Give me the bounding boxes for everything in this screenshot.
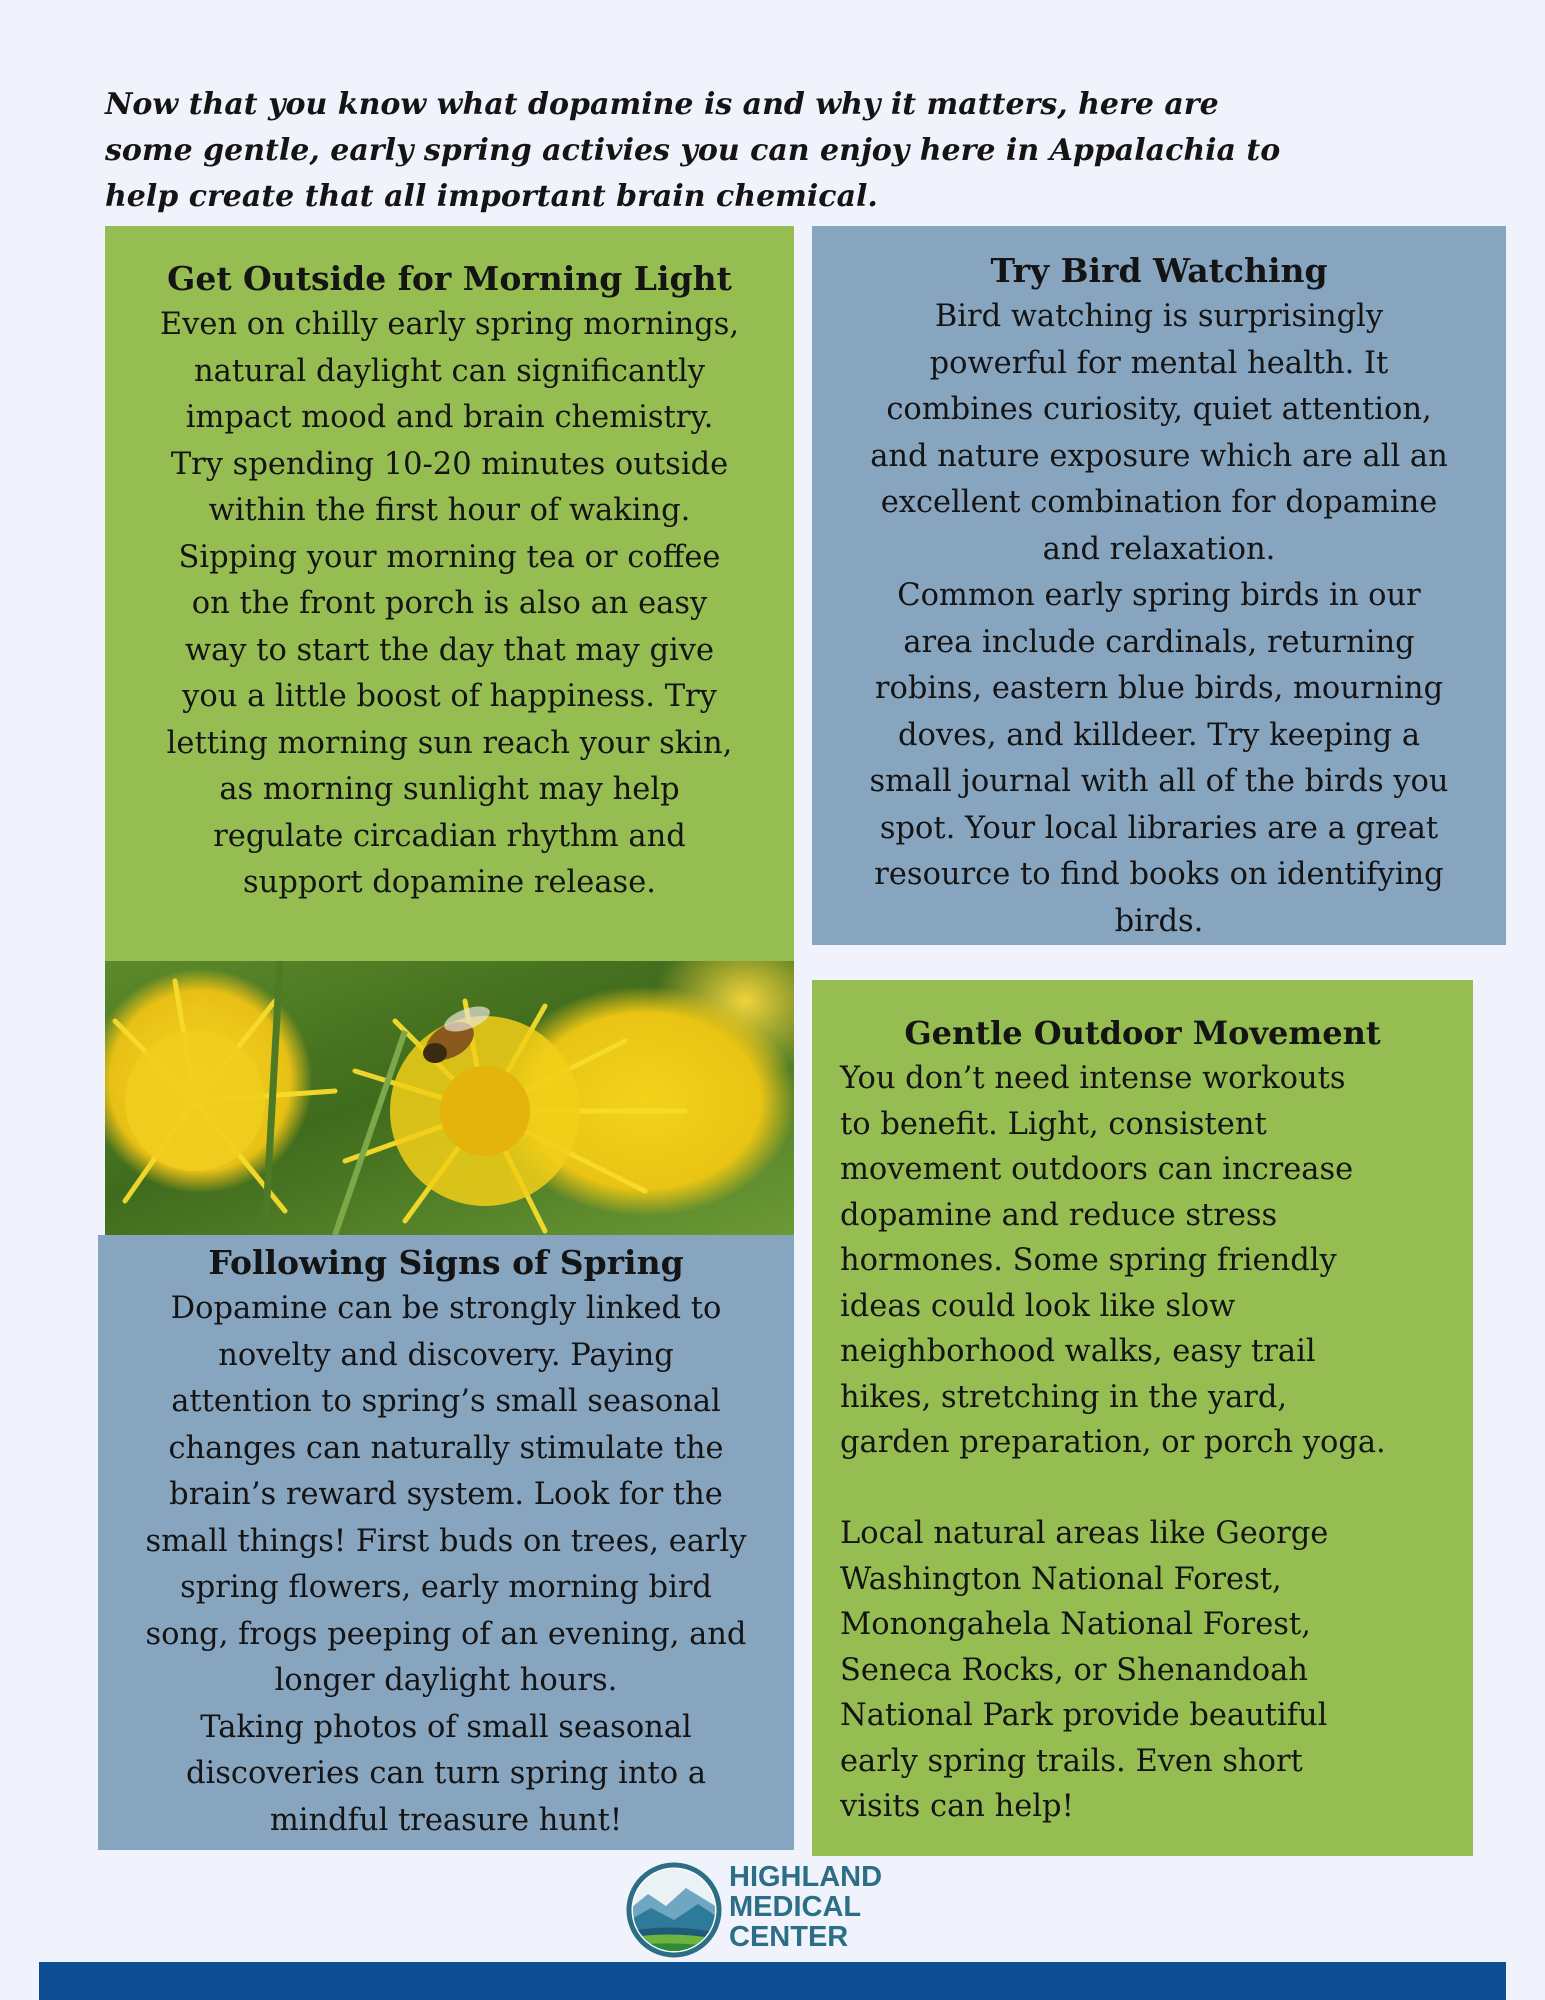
bird-watching-line: Bird watching is surprisingly bbox=[934, 299, 1384, 334]
morning-light-line: Even on chilly early spring mornings, bbox=[159, 307, 740, 342]
outdoor-movement-line: hormones. Some spring friendly bbox=[840, 1243, 1337, 1278]
bird-watching-line: birds. bbox=[1114, 903, 1204, 939]
morning-light-line: as morning sunlight may help bbox=[219, 772, 680, 807]
footer-bar bbox=[39, 1962, 1506, 2000]
signs-of-spring-line: Taking photos of small seasonal bbox=[200, 1709, 692, 1745]
signs-of-spring-line: song, frogs peeping of an evening, and bbox=[145, 1616, 747, 1652]
outdoor-movement-line: neighborhood walks, easy trail bbox=[840, 1334, 1316, 1369]
intro-text bbox=[105, 82, 1405, 220]
signs-of-spring-panel bbox=[98, 1235, 794, 1850]
morning-light-title: Get Outside for Morning Light bbox=[167, 259, 732, 298]
morning-light-line: letting morning sun reach your skin, bbox=[166, 725, 733, 761]
outdoor-movement-line: Washington National Forest, bbox=[840, 1561, 1282, 1597]
outdoor-movement-line: garden preparation, or porch yoga. bbox=[840, 1425, 1386, 1460]
outdoor-movement-line: Local natural areas like George bbox=[840, 1516, 1329, 1551]
outdoor-movement-line: early spring trails. Even short bbox=[840, 1743, 1303, 1779]
signs-of-spring-line: changes can naturally stimulate the bbox=[168, 1430, 724, 1466]
dandelion-illustration bbox=[105, 961, 794, 1235]
signs-of-spring-line: novelty and discovery. Paying bbox=[218, 1337, 674, 1373]
bird-watching-panel bbox=[812, 226, 1506, 945]
signs-of-spring-line: discoveries can turn spring into a bbox=[185, 1756, 707, 1791]
dandelion-bee-photo bbox=[105, 961, 794, 1235]
signs-of-spring-title: Following Signs of Spring bbox=[208, 1243, 684, 1282]
outdoor-movement-line: National Park provide beautiful bbox=[840, 1698, 1328, 1733]
signs-of-spring-line: small things! First buds on trees, early bbox=[145, 1523, 747, 1559]
bird-watching-line: resource to find books on identifying bbox=[874, 857, 1444, 892]
logo-line: MEDICAL bbox=[729, 1891, 862, 1923]
signs-of-spring-line: attention to spring’s small seasonal bbox=[171, 1384, 721, 1419]
signs-of-spring-line: Dopamine can be strongly linked to bbox=[170, 1291, 722, 1326]
signs-of-spring-line: spring flowers, early morning bird bbox=[180, 1570, 712, 1605]
signs-of-spring-line: longer daylight hours. bbox=[274, 1663, 618, 1698]
morning-light-line: natural daylight can significantly bbox=[194, 353, 705, 389]
bird-watching-line: Common early spring birds in our bbox=[897, 578, 1421, 613]
intro-line: help create that all important brain chemical. bbox=[105, 179, 878, 214]
morning-light-line: support dopamine release. bbox=[243, 865, 656, 900]
morning-light-panel bbox=[105, 226, 794, 961]
outdoor-movement-line: ideas could look like slow bbox=[840, 1288, 1236, 1324]
morning-light-line: within the first hour of waking. bbox=[208, 493, 691, 528]
bird-watching-line: combines curiosity, quiet attention, bbox=[886, 392, 1432, 427]
morning-light-line: impact mood and brain chemistry. bbox=[185, 400, 714, 435]
bird-watching-line: and relaxation. bbox=[1042, 531, 1276, 567]
signs-of-spring-line: mindful treasure hunt! bbox=[269, 1802, 623, 1838]
bird-watching-line: excellent combination for dopamine bbox=[880, 485, 1438, 520]
bird-watching-line: spot. Your local libraries are a great bbox=[879, 810, 1439, 846]
outdoor-movement-line: dopamine and reduce stress bbox=[840, 1197, 1278, 1233]
logo-line: HIGHLAND bbox=[729, 1861, 883, 1893]
morning-light-line: way to start the day that may give bbox=[184, 632, 715, 668]
mountain-logo-icon bbox=[626, 1862, 722, 1958]
logo-text bbox=[729, 1862, 882, 1952]
intro-line: some gentle, early spring activies you can enjoy here in Appalachia to bbox=[105, 133, 1281, 168]
morning-light-line: you a little boost of happiness. Try bbox=[182, 679, 717, 714]
paragraph-gap bbox=[840, 1466, 1445, 1512]
bird-watching-title: Try Bird Watching bbox=[990, 251, 1328, 290]
outdoor-movement-line: Seneca Rocks, or Shenandoah bbox=[840, 1652, 1308, 1688]
bird-watching-line: doves, and killdeer. Try keeping a bbox=[898, 717, 1420, 753]
outdoor-movement-line: hikes, stretching in the yard, bbox=[840, 1379, 1288, 1415]
bird-watching-line: robins, eastern blue birds, mourning bbox=[874, 671, 1444, 706]
bird-watching-line: area include cardinals, returning bbox=[903, 624, 1415, 660]
bird-watching-line: powerful for mental health. It bbox=[929, 345, 1389, 381]
morning-light-line: on the front porch is also an easy bbox=[191, 586, 708, 621]
intro-line: Now that you know what dopamine is and why it matters, here are bbox=[105, 87, 1219, 122]
outdoor-movement-line: You don’t need intense workouts bbox=[840, 1061, 1346, 1096]
bird-watching-line: small journal with all of the birds you bbox=[869, 764, 1449, 799]
outdoor-movement-line: Monongahela National Forest, bbox=[840, 1607, 1311, 1642]
outdoor-movement-title: Gentle Outdoor Movement bbox=[904, 1014, 1381, 1052]
morning-light-line: Sipping your morning tea or coffee bbox=[178, 539, 721, 575]
signs-of-spring-line: brain’s reward system. Look for the bbox=[169, 1477, 723, 1512]
outdoor-movement-line: visits can help! bbox=[840, 1789, 1074, 1824]
morning-light-line: regulate circadian rhythm and bbox=[213, 818, 686, 854]
logo-line: CENTER bbox=[729, 1921, 849, 1953]
outdoor-movement-panel bbox=[812, 980, 1473, 1856]
highland-medical-center-logo bbox=[626, 1862, 926, 1958]
bird-watching-line: and nature exposure which are all an bbox=[870, 438, 1448, 474]
outdoor-movement-line: to benefit. Light, consistent bbox=[840, 1106, 1267, 1142]
morning-light-line: Try spending 10-20 minutes outside bbox=[170, 446, 729, 482]
outdoor-movement-line: movement outdoors can increase bbox=[840, 1152, 1354, 1187]
